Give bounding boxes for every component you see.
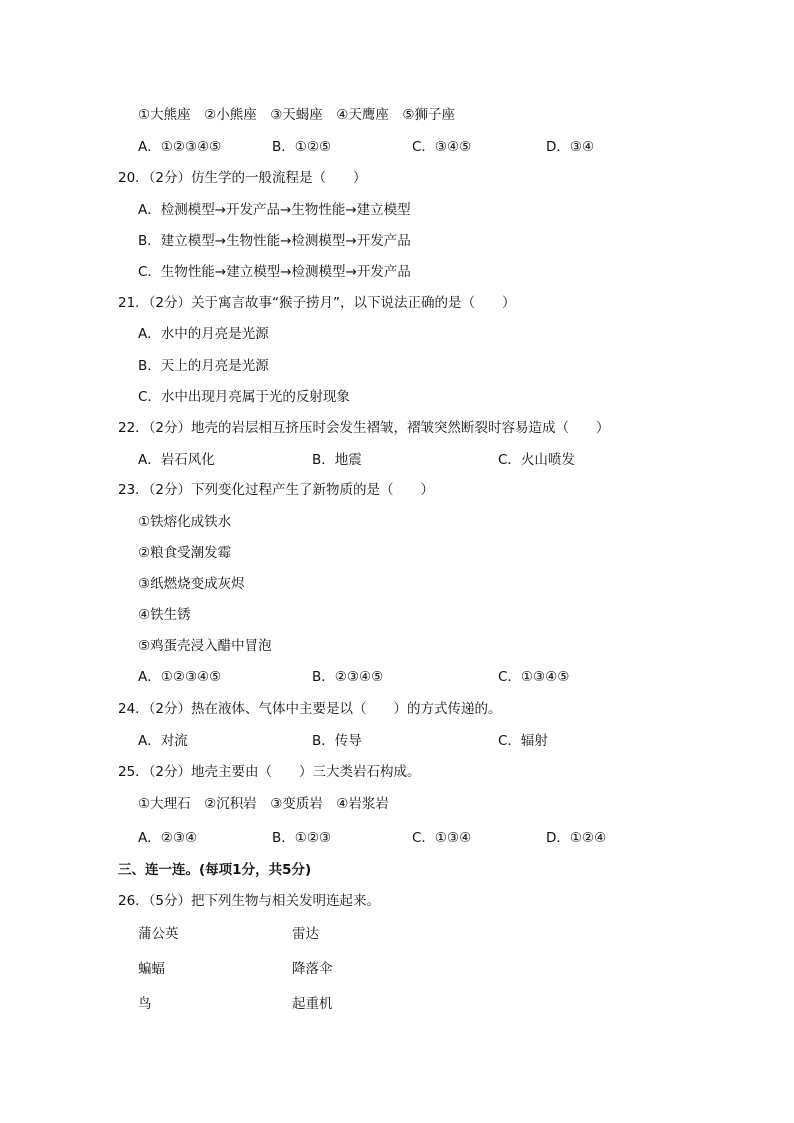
q23-item-1: ①铁熔化成铁水 — [138, 514, 232, 530]
q19-option-c: C．③④⑤ — [412, 139, 472, 155]
q23-item-5: ⑤鸡蛋壳浸入醋中冒泡 — [138, 638, 272, 654]
q25-option-d: D．①②④ — [546, 830, 607, 846]
q19-option-d: D．③④ — [546, 139, 595, 155]
q22-option-b: B．地震 — [312, 452, 362, 468]
q21-option-c: C．水中出现月亮属于光的反射现象 — [138, 389, 350, 405]
q23-item-2: ②粮食受潮发霉 — [138, 545, 232, 561]
q23-option-c: C．①③④⑤ — [498, 669, 570, 685]
q23-stem: 23．（2分）下列变化过程产生了新物质的是（ ） — [118, 482, 435, 498]
q24-stem: 24．（2分）热在液体、气体中主要是以（ ）的方式传递的。 — [118, 701, 502, 717]
q19-items: ①大熊座 ②小熊座 ③天蝎座 ④天鹰座 ⑤狮子座 — [138, 107, 456, 123]
q23-option-b: B．②③④⑤ — [312, 669, 384, 685]
q20-option-a: A．检测模型→开发产品→生物性能→建立模型 — [138, 202, 411, 218]
q25-option-c: C．①③④ — [412, 830, 472, 846]
q24-option-b: B．传导 — [312, 733, 362, 749]
q19-option-a: A．①②③④⑤ — [138, 139, 222, 155]
q21-stem: 21．（2分）关于寓言故事“猴子捞月”，以下说法正确的是（ ） — [118, 295, 516, 311]
q26-right-item-3: 起重机 — [292, 996, 333, 1012]
q21-option-a: A．水中的月亮是光源 — [138, 326, 269, 342]
q19-option-b: B．①②⑤ — [272, 139, 332, 155]
q20-option-b: B．建立模型→生物性能→检测模型→开发产品 — [138, 233, 411, 249]
q21-option-b: B．天上的月亮是光源 — [138, 358, 269, 374]
q25-stem: 25．（2分）地壳主要由（ ）三大类岩石构成。 — [118, 764, 421, 780]
q22-option-a: A．岩石风化 — [138, 452, 215, 468]
q20-option-c: C．生物性能→建立模型→检测模型→开发产品 — [138, 264, 411, 280]
q26-right-item-2: 降落伞 — [292, 961, 333, 977]
q25-option-a: A．②③④ — [138, 830, 198, 846]
q24-option-a: A．对流 — [138, 733, 188, 749]
q23-item-3: ③纸燃烧变成灰烬 — [138, 576, 245, 592]
q22-option-c: C．火山喷发 — [498, 452, 575, 468]
q25-items: ①大理石 ②沉积岩 ③变质岩 ④岩浆岩 — [138, 796, 389, 812]
q26-left-item-3: 鸟 — [138, 996, 152, 1012]
q26-stem: 26．（5分）把下列生物与相关发明连起来。 — [118, 893, 381, 909]
q23-option-a: A．①②③④⑤ — [138, 669, 222, 685]
q25-option-b: B．①②③ — [272, 830, 332, 846]
q26-right-item-1: 雷达 — [292, 926, 319, 942]
q26-left-item-2: 蝙蝠 — [138, 961, 165, 977]
q24-option-c: C．辐射 — [498, 733, 548, 749]
q26-left-item-1: 蒲公英 — [138, 926, 179, 942]
q22-stem: 22．（2分）地壳的岩层相互挤压时会发生褶皱，褶皱突然断裂时容易造成（ ） — [118, 420, 610, 436]
q23-item-4: ④铁生锈 — [138, 607, 191, 623]
section-heading: 三、连一连。(每项1分，共5分) — [118, 862, 312, 878]
q20-stem: 20．（2分）仿生学的一般流程是（ ） — [118, 170, 367, 186]
